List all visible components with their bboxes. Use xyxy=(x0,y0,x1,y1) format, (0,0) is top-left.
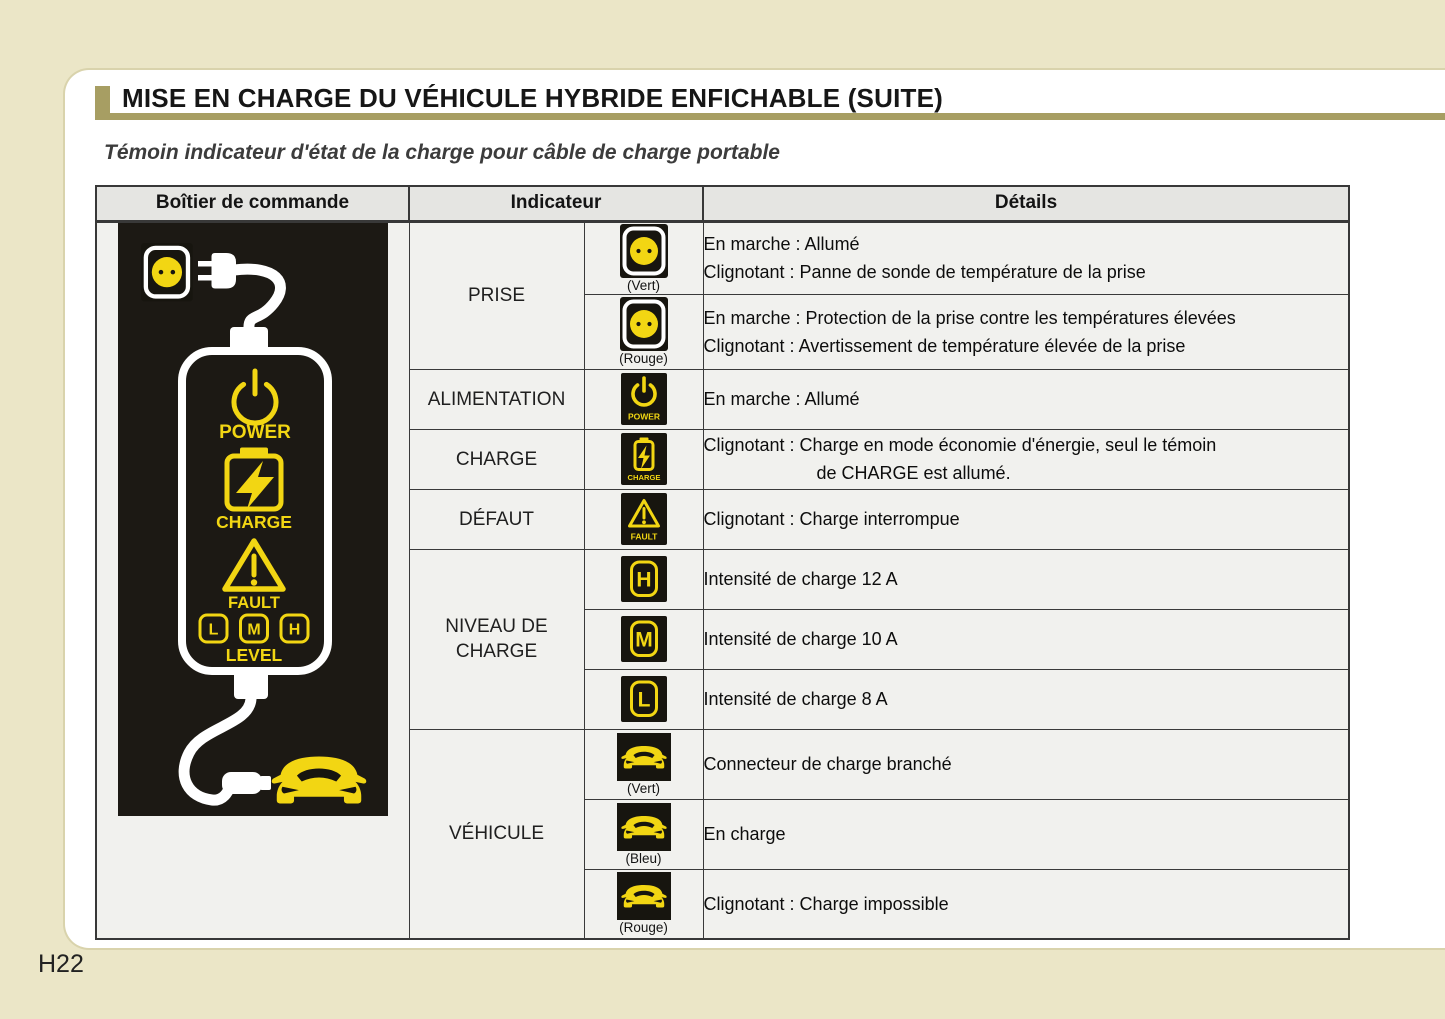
device-level-label: LEVEL xyxy=(225,644,282,665)
detail-line: Clignotant : Charge impossible xyxy=(703,893,949,914)
detail-cell xyxy=(703,869,1349,939)
control-box-cell xyxy=(96,221,409,939)
column-header-indicator: Indicateur xyxy=(409,186,703,221)
column-header-details: Détails xyxy=(703,186,1349,221)
indicator-cell xyxy=(584,799,703,869)
indicator-cell xyxy=(584,221,703,294)
svg-text:POWER: POWER xyxy=(627,411,660,422)
indicator-color-caption: (Bleu) xyxy=(625,850,662,866)
indicator-color-caption: (Rouge) xyxy=(619,351,668,366)
svg-text:FAULT: FAULT xyxy=(630,531,657,542)
detail-line: de CHARGE est allumé. xyxy=(816,463,1011,483)
indicator-color-caption: (Vert) xyxy=(626,780,660,796)
section-subtitle: Témoin indicateur d'état de la charge pour câble de charge portable xyxy=(104,141,780,164)
detail-cell xyxy=(703,489,1349,549)
detail-line: Clignotant : Avertissement de température élevée de la prise xyxy=(703,335,1186,356)
group-label-prise: PRISE xyxy=(409,221,584,369)
vehicle-blue-icon xyxy=(617,803,671,851)
page-title: MISE EN CHARGE DU VÉHICULE HYBRIDE ENFICHABLE (SUITE) xyxy=(122,83,943,113)
title-underline-bar xyxy=(95,113,1445,120)
svg-text:CHARGE: CHARGE xyxy=(627,473,660,482)
indicator-cell xyxy=(584,729,703,799)
group-label-defaut: DÉFAUT xyxy=(409,489,584,549)
detail-cell xyxy=(703,429,1349,489)
indicator-cell xyxy=(584,869,703,939)
detail-line: En marche : Protection de la prise contre les températures élevées xyxy=(703,307,1236,328)
socket-red-icon xyxy=(620,297,668,351)
svg-text:M: M xyxy=(634,628,653,652)
device-charge-label: CHARGE xyxy=(215,511,292,532)
control-box-illustration xyxy=(118,223,388,816)
detail-line: En charge xyxy=(703,824,786,844)
group-label-alimentation: ALIMENTATION xyxy=(409,369,584,429)
detail-cell xyxy=(703,729,1349,799)
device-fault-label: FAULT xyxy=(227,593,280,612)
charging-status-table xyxy=(95,185,1350,940)
device-level-medium: M xyxy=(247,621,261,638)
charge-indicator-icon xyxy=(621,433,667,485)
indicator-cell xyxy=(584,549,703,609)
table-row xyxy=(96,221,1349,294)
indicator-cell xyxy=(584,294,703,369)
group-label-niveau: NIVEAU DE CHARGE xyxy=(409,549,584,729)
device-level-low: L xyxy=(208,621,219,638)
detail-line: En marche : Allumé xyxy=(703,234,860,254)
detail-cell xyxy=(703,669,1349,729)
indicator-cell xyxy=(584,669,703,729)
detail-line: En marche : Allumé xyxy=(703,389,860,409)
column-header-control-box: Boîtier de commande xyxy=(96,186,409,221)
device-level-high: H xyxy=(288,621,301,638)
detail-cell xyxy=(703,609,1349,669)
vehicle-red-icon xyxy=(617,872,671,920)
detail-cell xyxy=(703,369,1349,429)
level-high-icon xyxy=(621,556,667,602)
power-indicator-icon xyxy=(621,373,667,425)
indicator-color-caption: (Rouge) xyxy=(619,920,668,936)
detail-line: Intensité de charge 10 A xyxy=(703,629,898,649)
detail-cell xyxy=(703,549,1349,609)
wall-socket-icon xyxy=(141,243,193,301)
detail-cell xyxy=(703,294,1349,369)
level-low-icon xyxy=(621,676,667,722)
svg-text:H: H xyxy=(635,568,652,592)
indicator-color-caption: (Vert) xyxy=(626,277,660,293)
detail-line: Clignotant : Panne de sonde de température de la prise xyxy=(703,262,1146,282)
group-label-charge: CHARGE xyxy=(409,429,584,489)
detail-line: Clignotant : Charge interrompue xyxy=(703,509,960,529)
vehicle-green-icon xyxy=(617,733,671,781)
page-number: H22 xyxy=(38,950,84,978)
group-label-vehicule: VÉHICULE xyxy=(409,729,584,939)
device-power-label: POWER xyxy=(218,421,291,443)
detail-line: Connecteur de charge branché xyxy=(703,754,952,774)
title-accent-block xyxy=(95,86,110,116)
detail-cell xyxy=(703,799,1349,869)
detail-cell xyxy=(703,221,1349,294)
svg-text:L: L xyxy=(637,688,650,712)
detail-line: Intensité de charge 8 A xyxy=(703,689,888,709)
detail-line: Intensité de charge 12 A xyxy=(703,569,898,589)
level-medium-icon xyxy=(621,616,667,662)
detail-line: Clignotant : Charge en mode économie d'énergie, seul le témoin xyxy=(703,435,1217,455)
fault-indicator-icon xyxy=(621,493,667,545)
indicator-cell xyxy=(584,489,703,549)
socket-green-icon xyxy=(620,224,668,278)
indicator-cell xyxy=(584,429,703,489)
indicator-cell xyxy=(584,369,703,429)
indicator-cell xyxy=(584,609,703,669)
